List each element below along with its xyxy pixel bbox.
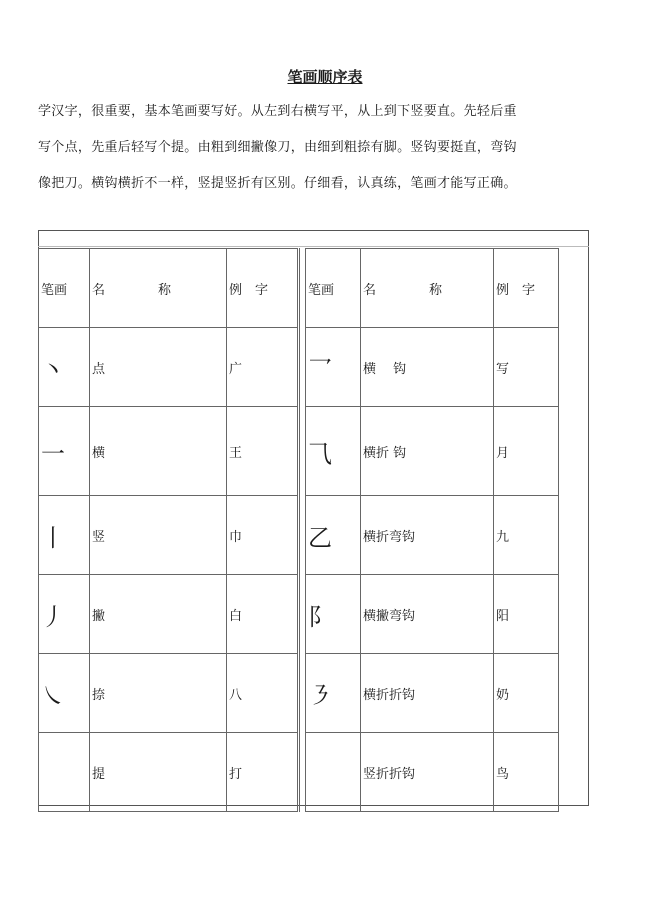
stroke-glyph: 一 bbox=[39, 407, 90, 496]
header-name: 名 称 bbox=[361, 249, 494, 328]
table-row bbox=[39, 328, 299, 407]
header-stroke: 笔画 bbox=[306, 249, 361, 328]
table-header-row bbox=[39, 249, 299, 328]
header-example: 例 字 bbox=[227, 249, 299, 328]
table-row bbox=[306, 496, 559, 575]
example-char: 王 bbox=[227, 407, 299, 496]
header-stroke: 笔画 bbox=[39, 249, 90, 328]
example-char: 九 bbox=[494, 496, 559, 575]
table-row bbox=[306, 407, 559, 496]
table-row bbox=[306, 733, 559, 812]
stroke-glyph bbox=[306, 733, 361, 812]
intro-line: 写个点，先重后轻写个提。由粗到细撇像刀，由细到粗捺有脚。竖钩要挺直，弯钩 bbox=[38, 140, 517, 155]
example-char: 阳 bbox=[494, 575, 559, 654]
table-row bbox=[306, 575, 559, 654]
example-char: 奶 bbox=[494, 654, 559, 733]
example-char: 鸟 bbox=[494, 733, 559, 812]
table-row bbox=[306, 328, 559, 407]
frame-top-divider bbox=[38, 246, 589, 247]
header-example: 例 字 bbox=[494, 249, 559, 328]
stroke-name: 竖折折钩 bbox=[361, 733, 494, 812]
stroke-name: 横折折钩 bbox=[361, 654, 494, 733]
intro-paragraph bbox=[38, 94, 598, 202]
table-row bbox=[39, 733, 299, 812]
stroke-name: 横撇弯钩 bbox=[361, 575, 494, 654]
table-header-row bbox=[306, 249, 559, 328]
page-title: 笔画顺序表 bbox=[287, 68, 363, 86]
table-row bbox=[39, 407, 299, 496]
stroke-name: 横折弯钩 bbox=[361, 496, 494, 575]
intro-line: 学汉字，很重要，基本笔画要写好。从左到右横写平，从上到下竖要直。先轻后重 bbox=[38, 104, 517, 119]
stroke-name: 捺 bbox=[90, 654, 227, 733]
stroke-glyph: ㇏ bbox=[39, 654, 90, 733]
example-char: 白 bbox=[227, 575, 299, 654]
stroke-name: 提 bbox=[90, 733, 227, 812]
intro-line: 像把刀。横钩横折不一样，竖提竖折有区别。仔细看，认真练，笔画才能写正确。 bbox=[38, 176, 517, 191]
stroke-table-left bbox=[38, 248, 300, 812]
example-char: 八 bbox=[227, 654, 299, 733]
example-char: 广 bbox=[227, 328, 299, 407]
stroke-name: 点 bbox=[90, 328, 227, 407]
stroke-glyph: ⺄ bbox=[306, 407, 361, 496]
stroke-glyph: 丿 bbox=[39, 575, 90, 654]
stroke-glyph: 丶 bbox=[39, 328, 90, 407]
table-row bbox=[39, 654, 299, 733]
stroke-glyph: 阝 bbox=[306, 575, 361, 654]
stroke-table-right bbox=[305, 248, 559, 812]
stroke-glyph: ㇋ bbox=[306, 654, 361, 733]
example-char: 写 bbox=[494, 328, 559, 407]
stroke-name: 横折 钩 bbox=[361, 407, 494, 496]
stroke-name: 撇 bbox=[90, 575, 227, 654]
table-row bbox=[39, 496, 299, 575]
stroke-name: 横 bbox=[90, 407, 227, 496]
header-name: 名 称 bbox=[90, 249, 227, 328]
example-char: 月 bbox=[494, 407, 559, 496]
table-row bbox=[306, 654, 559, 733]
table-row bbox=[39, 575, 299, 654]
example-char: 打 bbox=[227, 733, 299, 812]
stroke-glyph: 丨 bbox=[39, 496, 90, 575]
stroke-name: 横 钩 bbox=[361, 328, 494, 407]
stroke-glyph: 乛 bbox=[306, 328, 361, 407]
example-char: 巾 bbox=[227, 496, 299, 575]
stroke-glyph bbox=[39, 733, 90, 812]
stroke-glyph: 乙 bbox=[306, 496, 361, 575]
stroke-name: 竖 bbox=[90, 496, 227, 575]
